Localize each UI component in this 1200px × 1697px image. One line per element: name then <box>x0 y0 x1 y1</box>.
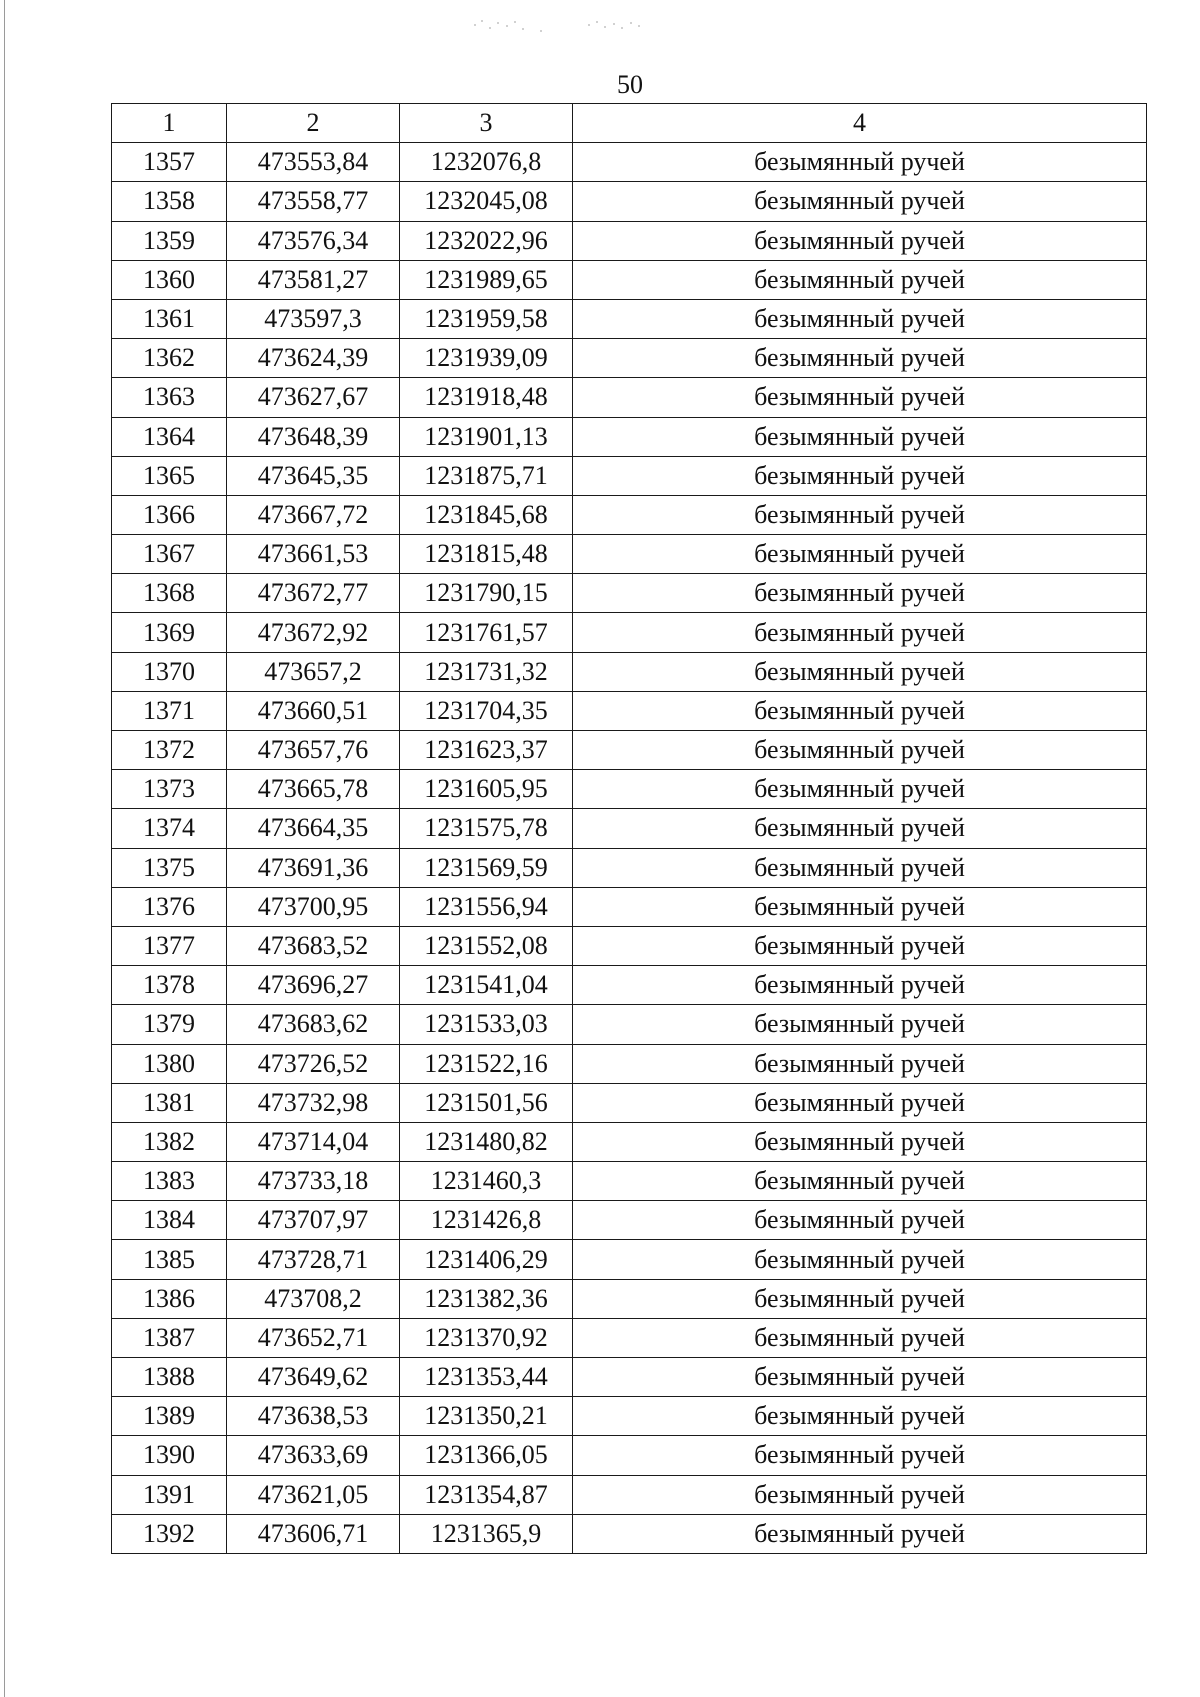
x-coordinate-cell: 473606,71 <box>227 1514 400 1553</box>
point-number-cell: 1392 <box>112 1514 227 1553</box>
point-number-cell: 1366 <box>112 495 227 534</box>
x-coordinate-cell: 473661,53 <box>227 535 400 574</box>
description-cell: безымянный ручей <box>573 299 1147 338</box>
x-coordinate-cell: 473657,2 <box>227 652 400 691</box>
description-cell: безымянный ручей <box>573 456 1147 495</box>
table-row <box>112 260 1147 299</box>
y-coordinate-cell: 1232022,96 <box>400 221 573 260</box>
x-coordinate-cell: 473707,97 <box>227 1201 400 1240</box>
y-coordinate-cell: 1231354,87 <box>400 1475 573 1514</box>
table-row <box>112 1240 1147 1279</box>
point-number-cell: 1359 <box>112 221 227 260</box>
table-row <box>112 613 1147 652</box>
point-number-cell: 1372 <box>112 731 227 770</box>
y-coordinate-cell: 1231790,15 <box>400 574 573 613</box>
y-coordinate-cell: 1231939,09 <box>400 339 573 378</box>
table-header-row <box>112 104 1147 143</box>
table-row <box>112 1397 1147 1436</box>
description-cell: безымянный ручей <box>573 966 1147 1005</box>
point-number-cell: 1373 <box>112 770 227 809</box>
description-cell: безымянный ручей <box>573 221 1147 260</box>
point-number-cell: 1391 <box>112 1475 227 1514</box>
description-cell: безымянный ручей <box>573 260 1147 299</box>
coordinates-table <box>111 103 1147 1554</box>
table-row <box>112 887 1147 926</box>
table-row <box>112 1005 1147 1044</box>
description-cell: безымянный ручей <box>573 1240 1147 1279</box>
y-coordinate-cell: 1231533,03 <box>400 1005 573 1044</box>
x-coordinate-cell: 473683,62 <box>227 1005 400 1044</box>
x-coordinate-cell: 473558,77 <box>227 182 400 221</box>
description-cell: безымянный ручей <box>573 809 1147 848</box>
point-number-cell: 1379 <box>112 1005 227 1044</box>
point-number-cell: 1357 <box>112 143 227 182</box>
x-coordinate-cell: 473728,71 <box>227 1240 400 1279</box>
table-row <box>112 574 1147 613</box>
table-row <box>112 339 1147 378</box>
x-coordinate-cell: 473672,92 <box>227 613 400 652</box>
description-cell: безымянный ручей <box>573 652 1147 691</box>
description-cell: безымянный ручей <box>573 495 1147 534</box>
x-coordinate-cell: 473708,2 <box>227 1279 400 1318</box>
description-cell: безымянный ручей <box>573 1279 1147 1318</box>
x-coordinate-cell: 473627,67 <box>227 378 400 417</box>
point-number-cell: 1385 <box>112 1240 227 1279</box>
y-coordinate-cell: 1231350,21 <box>400 1397 573 1436</box>
x-coordinate-cell: 473657,76 <box>227 731 400 770</box>
y-coordinate-cell: 1231556,94 <box>400 887 573 926</box>
x-coordinate-cell: 473621,05 <box>227 1475 400 1514</box>
description-cell: безымянный ручей <box>573 770 1147 809</box>
description-cell: безымянный ручей <box>573 417 1147 456</box>
description-cell: безымянный ручей <box>573 182 1147 221</box>
table-row <box>112 417 1147 456</box>
table-row <box>112 652 1147 691</box>
point-number-cell: 1362 <box>112 339 227 378</box>
y-coordinate-cell: 1231731,32 <box>400 652 573 691</box>
x-coordinate-cell: 473664,35 <box>227 809 400 848</box>
x-coordinate-cell: 473691,36 <box>227 848 400 887</box>
page-number: 50 <box>617 70 643 99</box>
y-coordinate-cell: 1231426,8 <box>400 1201 573 1240</box>
point-number-cell: 1382 <box>112 1122 227 1161</box>
table-row <box>112 926 1147 965</box>
y-coordinate-cell: 1231623,37 <box>400 731 573 770</box>
x-coordinate-cell: 473649,62 <box>227 1358 400 1397</box>
point-number-cell: 1358 <box>112 182 227 221</box>
point-number-cell: 1368 <box>112 574 227 613</box>
point-number-cell: 1365 <box>112 456 227 495</box>
x-coordinate-cell: 473667,72 <box>227 495 400 534</box>
description-cell: безымянный ручей <box>573 691 1147 730</box>
y-coordinate-cell: 1231552,08 <box>400 926 573 965</box>
y-coordinate-cell: 1231541,04 <box>400 966 573 1005</box>
table-row <box>112 1436 1147 1475</box>
point-number-cell: 1364 <box>112 417 227 456</box>
table-row <box>112 691 1147 730</box>
description-cell: безымянный ручей <box>573 1044 1147 1083</box>
description-cell: безымянный ручей <box>573 1122 1147 1161</box>
x-coordinate-cell: 473648,39 <box>227 417 400 456</box>
point-number-cell: 1361 <box>112 299 227 338</box>
x-coordinate-cell: 473576,34 <box>227 221 400 260</box>
y-coordinate-cell: 1231901,13 <box>400 417 573 456</box>
table-row <box>112 1279 1147 1318</box>
point-number-cell: 1384 <box>112 1201 227 1240</box>
y-coordinate-cell: 1231460,3 <box>400 1162 573 1201</box>
description-cell: безымянный ручей <box>573 378 1147 417</box>
x-coordinate-cell: 473665,78 <box>227 770 400 809</box>
point-number-cell: 1383 <box>112 1162 227 1201</box>
y-coordinate-cell: 1231353,44 <box>400 1358 573 1397</box>
y-coordinate-cell: 1231365,9 <box>400 1514 573 1553</box>
table-row <box>112 1358 1147 1397</box>
x-coordinate-cell: 473672,77 <box>227 574 400 613</box>
y-coordinate-cell: 1232045,08 <box>400 182 573 221</box>
description-cell: безымянный ручей <box>573 613 1147 652</box>
y-coordinate-cell: 1231875,71 <box>400 456 573 495</box>
table-row <box>112 848 1147 887</box>
description-cell: безымянный ручей <box>573 143 1147 182</box>
x-coordinate-cell: 473732,98 <box>227 1083 400 1122</box>
x-coordinate-cell: 473714,04 <box>227 1122 400 1161</box>
x-coordinate-cell: 473597,3 <box>227 299 400 338</box>
table-row <box>112 495 1147 534</box>
table-row <box>112 770 1147 809</box>
y-coordinate-cell: 1231704,35 <box>400 691 573 730</box>
y-coordinate-cell: 1231605,95 <box>400 770 573 809</box>
y-coordinate-cell: 1231761,57 <box>400 613 573 652</box>
description-cell: безымянный ручей <box>573 1397 1147 1436</box>
table-row <box>112 221 1147 260</box>
header-cell-1: 1 <box>112 104 227 143</box>
table-row <box>112 1122 1147 1161</box>
y-coordinate-cell: 1231575,78 <box>400 809 573 848</box>
scan-artifact <box>470 18 710 38</box>
description-cell: безымянный ручей <box>573 848 1147 887</box>
description-cell: безымянный ручей <box>573 1514 1147 1553</box>
point-number-cell: 1381 <box>112 1083 227 1122</box>
x-coordinate-cell: 473624,39 <box>227 339 400 378</box>
y-coordinate-cell: 1231845,68 <box>400 495 573 534</box>
page-edge-line <box>4 0 5 1697</box>
description-cell: безымянный ручей <box>573 574 1147 613</box>
point-number-cell: 1386 <box>112 1279 227 1318</box>
y-coordinate-cell: 1231918,48 <box>400 378 573 417</box>
table-row <box>112 182 1147 221</box>
point-number-cell: 1363 <box>112 378 227 417</box>
x-coordinate-cell: 473700,95 <box>227 887 400 926</box>
header-cell-3: 3 <box>400 104 573 143</box>
header-cell-4: 4 <box>573 104 1147 143</box>
x-coordinate-cell: 473652,71 <box>227 1318 400 1357</box>
point-number-cell: 1370 <box>112 652 227 691</box>
point-number-cell: 1367 <box>112 535 227 574</box>
x-coordinate-cell: 473726,52 <box>227 1044 400 1083</box>
x-coordinate-cell: 473581,27 <box>227 260 400 299</box>
description-cell: безымянный ручей <box>573 926 1147 965</box>
y-coordinate-cell: 1231522,16 <box>400 1044 573 1083</box>
description-cell: безымянный ручей <box>573 1475 1147 1514</box>
y-coordinate-cell: 1231569,59 <box>400 848 573 887</box>
point-number-cell: 1380 <box>112 1044 227 1083</box>
table-row <box>112 1318 1147 1357</box>
x-coordinate-cell: 473633,69 <box>227 1436 400 1475</box>
y-coordinate-cell: 1231366,05 <box>400 1436 573 1475</box>
y-coordinate-cell: 1231959,58 <box>400 299 573 338</box>
table-row <box>112 1201 1147 1240</box>
point-number-cell: 1360 <box>112 260 227 299</box>
table-row <box>112 1044 1147 1083</box>
point-number-cell: 1390 <box>112 1436 227 1475</box>
table-row <box>112 143 1147 182</box>
header-cell-2: 2 <box>227 104 400 143</box>
description-cell: безымянный ручей <box>573 339 1147 378</box>
table-row <box>112 378 1147 417</box>
x-coordinate-cell: 473660,51 <box>227 691 400 730</box>
table-body <box>112 104 1147 1554</box>
point-number-cell: 1377 <box>112 926 227 965</box>
description-cell: безымянный ручей <box>573 1162 1147 1201</box>
y-coordinate-cell: 1231480,82 <box>400 1122 573 1161</box>
description-cell: безымянный ручей <box>573 1083 1147 1122</box>
point-number-cell: 1389 <box>112 1397 227 1436</box>
x-coordinate-cell: 473645,35 <box>227 456 400 495</box>
table-row <box>112 809 1147 848</box>
point-number-cell: 1378 <box>112 966 227 1005</box>
description-cell: безымянный ручей <box>573 887 1147 926</box>
x-coordinate-cell: 473733,18 <box>227 1162 400 1201</box>
y-coordinate-cell: 1232076,8 <box>400 143 573 182</box>
y-coordinate-cell: 1231501,56 <box>400 1083 573 1122</box>
point-number-cell: 1374 <box>112 809 227 848</box>
table-row <box>112 1475 1147 1514</box>
table-row <box>112 1514 1147 1553</box>
x-coordinate-cell: 473696,27 <box>227 966 400 1005</box>
description-cell: безымянный ручей <box>573 1358 1147 1397</box>
y-coordinate-cell: 1231815,48 <box>400 535 573 574</box>
table-row <box>112 1083 1147 1122</box>
point-number-cell: 1388 <box>112 1358 227 1397</box>
description-cell: безымянный ручей <box>573 1201 1147 1240</box>
point-number-cell: 1371 <box>112 691 227 730</box>
table-row <box>112 299 1147 338</box>
table-row <box>112 456 1147 495</box>
y-coordinate-cell: 1231370,92 <box>400 1318 573 1357</box>
point-number-cell: 1376 <box>112 887 227 926</box>
description-cell: безымянный ручей <box>573 731 1147 770</box>
point-number-cell: 1369 <box>112 613 227 652</box>
y-coordinate-cell: 1231406,29 <box>400 1240 573 1279</box>
description-cell: безымянный ручей <box>573 1318 1147 1357</box>
x-coordinate-cell: 473553,84 <box>227 143 400 182</box>
y-coordinate-cell: 1231382,36 <box>400 1279 573 1318</box>
description-cell: безымянный ручей <box>573 1436 1147 1475</box>
point-number-cell: 1387 <box>112 1318 227 1357</box>
description-cell: безымянный ручей <box>573 535 1147 574</box>
table-row <box>112 731 1147 770</box>
table-row <box>112 535 1147 574</box>
description-cell: безымянный ручей <box>573 1005 1147 1044</box>
table-row <box>112 966 1147 1005</box>
y-coordinate-cell: 1231989,65 <box>400 260 573 299</box>
point-number-cell: 1375 <box>112 848 227 887</box>
table-row <box>112 1162 1147 1201</box>
x-coordinate-cell: 473638,53 <box>227 1397 400 1436</box>
x-coordinate-cell: 473683,52 <box>227 926 400 965</box>
